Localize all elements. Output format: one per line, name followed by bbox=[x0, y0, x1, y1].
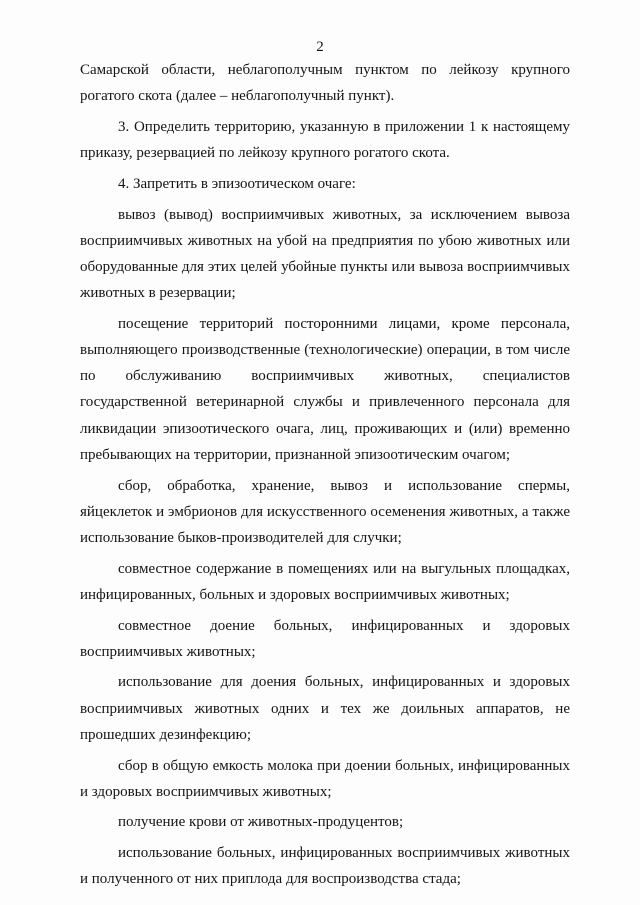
prohibition-milk-collection: сбор в общую емкость молока при доении больных, инфицированных и здоровых восприимчивых животных; bbox=[80, 757, 570, 800]
prohibition-joint-housing: совместное содержание в помещениях или на выгульных площадках, инфицированных, больных и здоровых восприимчивых животных; bbox=[80, 560, 570, 603]
prohibition-semen: сбор, обработка, хранение, вывоз и использование спермы, яйцеклеток и эмбрионов для искусственного осеменения животных, а также использование быков-производителей для случки; bbox=[80, 477, 570, 546]
prohibition-breeding: использование больных, инфицированных восприимчивых животных и полученного от них приплода для воспроизводства стада; bbox=[80, 845, 570, 888]
prohibition-milking-devices: использование для доения больных, инфицированных и здоровых восприимчивых животных одних и тех же доильных аппаратов, не прошедших дезинфекцию; bbox=[80, 674, 570, 743]
prohibition-blood: получение крови от животных-продуцентов; bbox=[118, 814, 404, 831]
prohibition-visits: посещение территорий посторонними лицами, кроме персонала, выполняющего производственные (технологические) операции, в том числе по обслуживанию восприимчивых животных, специалистов государственной ветеринарной службы и привлеченного персонала для ликвидации эпизоотического очага, лиц, проживающих и (или) временно пребывающих на территории, признанной эпизоотическим очагом; bbox=[80, 315, 570, 463]
prohibition-export: вывоз (вывод) восприимчивых животных, за исключением вывоза восприимчивых животных на убой на предприятия по убою животных или оборудованные для этих целей убойные пункты или вывоза восприимчивых животных в резервации; bbox=[80, 206, 570, 302]
document-body bbox=[80, 57, 570, 893]
paragraph-continuation: Самарской области, неблагополучным пунктом по лейкозу крупного рогатого скота (далее – неблагополучный пункт). bbox=[80, 62, 570, 105]
page-number: 2 bbox=[316, 39, 324, 55]
paragraph-item-4: 4. Запретить в эпизоотическом очаге: bbox=[118, 175, 356, 192]
prohibition-joint-milking: совместное доение больных, инфицированных и здоровых восприимчивых животных; bbox=[80, 617, 570, 660]
paragraph-item-3: 3. Определить территорию, указанную в приложении 1 к настоящему приказу, резервацией по лейкозу крупного рогатого скота. bbox=[80, 118, 570, 162]
